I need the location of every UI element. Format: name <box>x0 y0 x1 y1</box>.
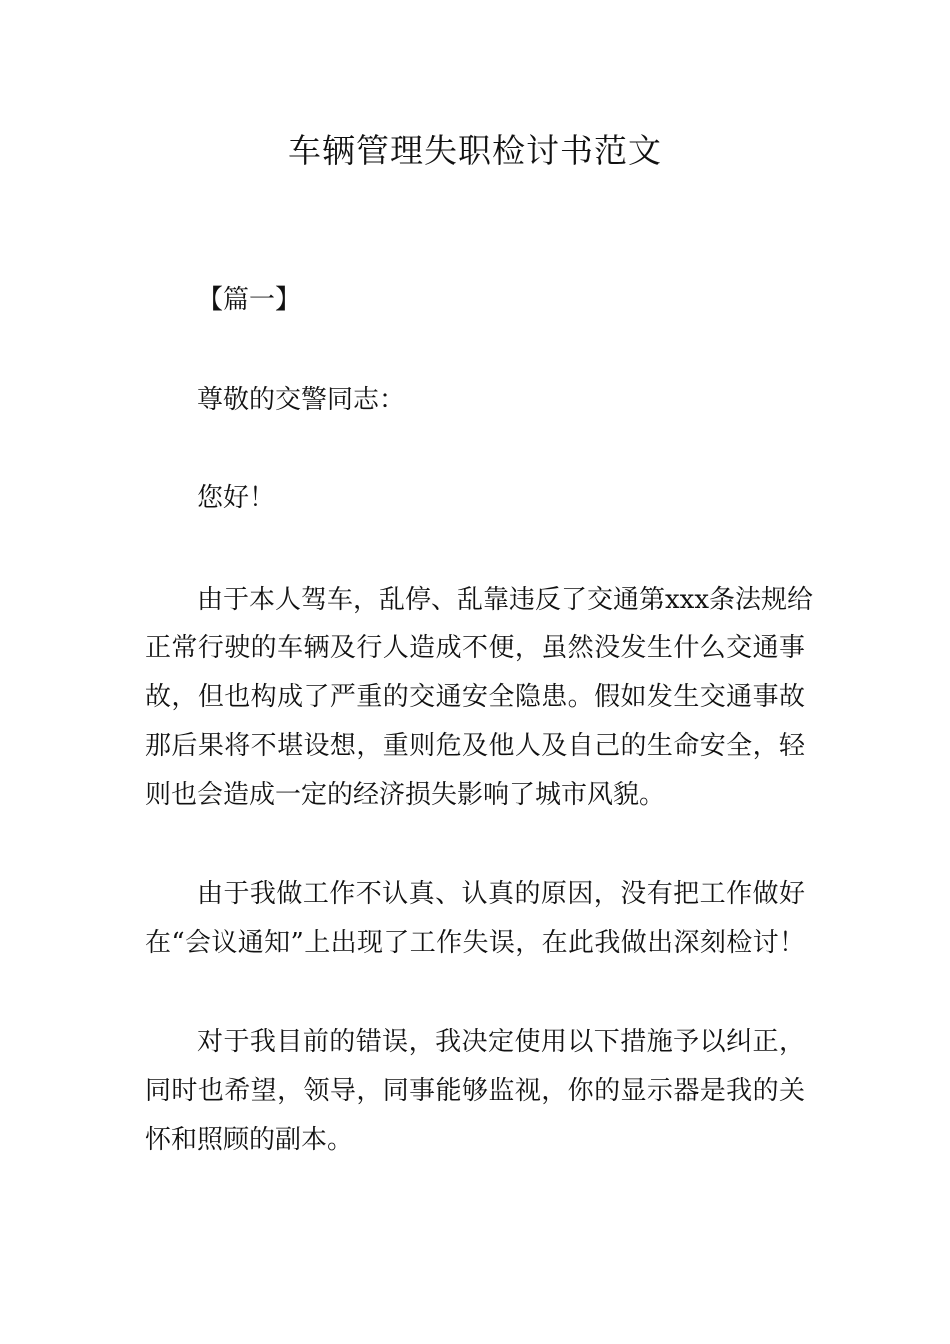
paragraph-line: 怀和照顾的副本。 <box>145 1125 354 1155</box>
paragraph-line: 同时也希望，领导，同事能够监视，你的显示器是我的关 <box>145 1076 805 1106</box>
paragraph-line: 在“会议通知”上出现了工作失误，在此我做出深刻检讨！ <box>145 928 805 958</box>
salutation: 尊敬的交警同志： <box>197 385 406 415</box>
greeting: 您好！ <box>197 483 276 513</box>
paragraph-line: 那后果将不堪设想，重则危及他人及自己的生命安全，轻 <box>145 731 805 761</box>
paragraph-line: 则也会造成一定的经济损失影响了城市风貌。 <box>145 780 666 810</box>
paragraph-line: 对于我目前的错误，我决定使用以下措施予以纠正， <box>197 1027 805 1057</box>
document-title: 车辆管理失职检讨书范文 <box>288 131 662 170</box>
paragraph-line: 由于我做工作不认真、认真的原因，没有把工作做好 <box>197 879 805 909</box>
paragraph-line: 正常行驶的车辆及行人造成不便，虽然没发生什么交通事 <box>145 633 805 663</box>
paragraph-line: 由于本人驾车，乱停、乱靠违反了交通第xxx条法规给 <box>197 585 813 615</box>
paragraph-line: 故，但也构成了严重的交通安全隐患。假如发生交通事故 <box>145 682 805 712</box>
section-heading: 【篇一】 <box>197 285 302 315</box>
